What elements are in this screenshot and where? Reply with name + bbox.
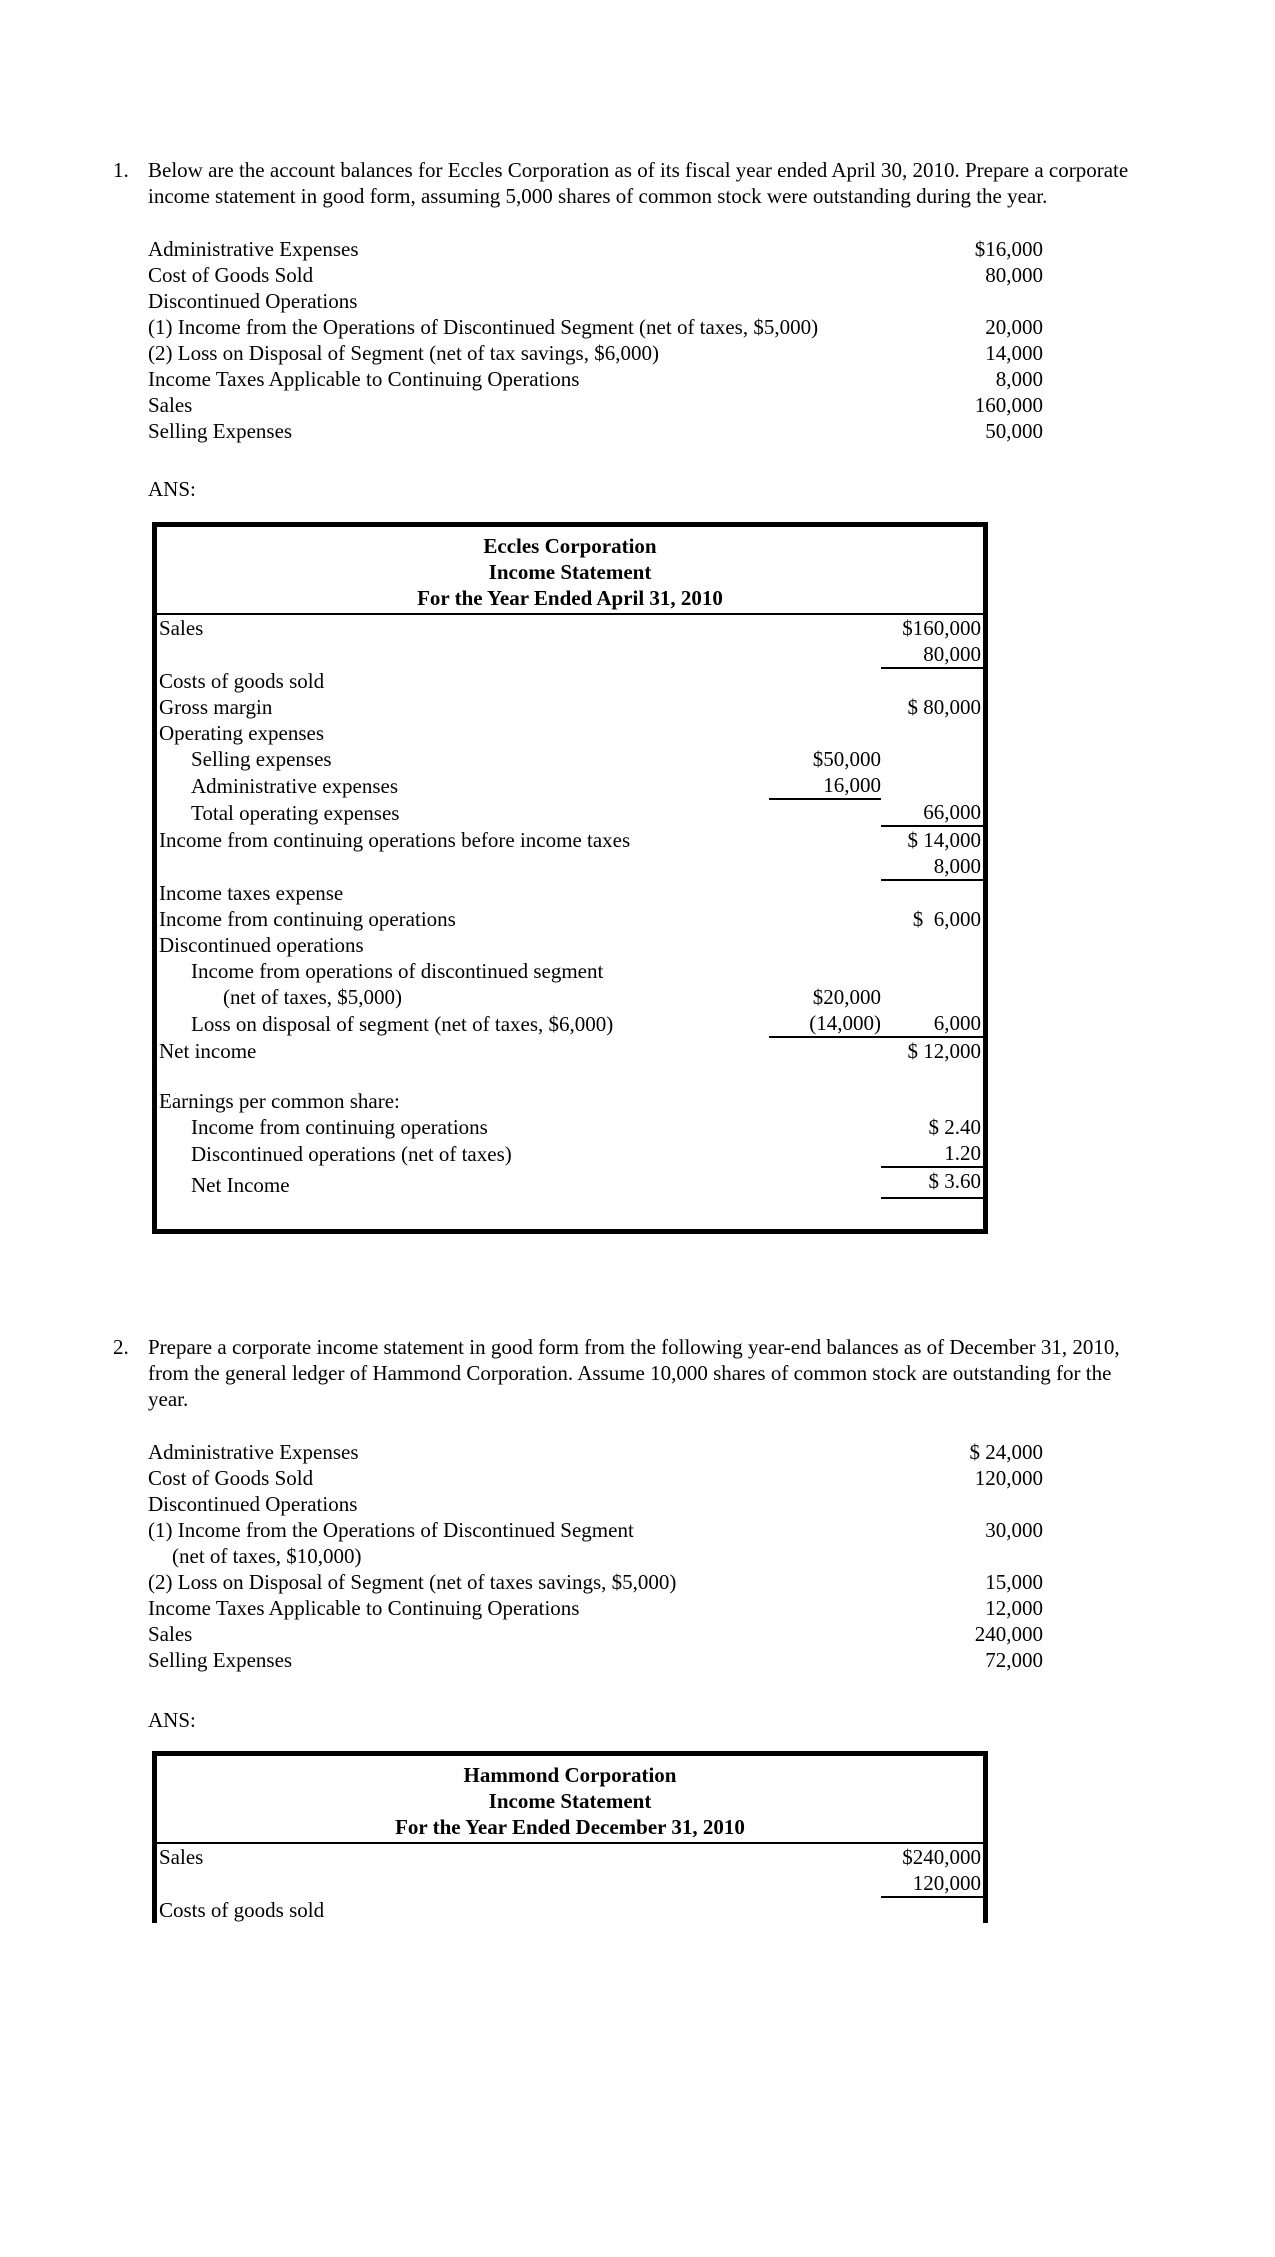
- balance-label: Income Taxes Applicable to Continuing Operations: [148, 1596, 580, 1620]
- statement-row: [157, 932, 983, 958]
- amount-mid: [769, 1037, 881, 1064]
- problem-1: [113, 157, 1275, 209]
- balance-amount: 160,000: [974, 393, 1043, 417]
- balance-row: [148, 392, 1043, 418]
- problem-2-number: 2.: [113, 1335, 129, 1359]
- balance-row: [148, 1491, 1043, 1517]
- balance-label: (1) Income from the Operations of Discontinued Segment (net of taxes, $5,000): [148, 315, 819, 339]
- statement-title: Income Statement: [488, 560, 652, 584]
- amount-mid: [769, 1167, 881, 1198]
- row-label: Income from continuing operations: [159, 907, 456, 931]
- row-label: (net of taxes, $5,000): [223, 985, 403, 1009]
- balance-label: Sales: [148, 1622, 193, 1646]
- statement-row: [157, 958, 983, 984]
- balance-amount: 15,000: [985, 1570, 1043, 1594]
- amount-mid: [769, 1844, 881, 1870]
- balance-row: [148, 1465, 1043, 1491]
- amount-mid: [769, 1897, 881, 1923]
- amount-right: $ 3.60: [881, 1167, 983, 1198]
- amount-right: [881, 958, 983, 984]
- amount-mid: [769, 1114, 881, 1140]
- amount-mid: [769, 1088, 881, 1114]
- amount-mid: [769, 826, 881, 853]
- balance-label: Sales: [148, 393, 193, 417]
- amount-mid: [769, 906, 881, 932]
- statement-company: Eccles Corporation: [483, 534, 657, 558]
- amount-mid: [769, 694, 881, 720]
- amount-right: [881, 984, 983, 1010]
- amount-right: [881, 746, 983, 772]
- balance-label: Administrative Expenses: [148, 1440, 359, 1464]
- amount-right: $240,000: [902, 1845, 981, 1869]
- row-label: Sales: [159, 616, 204, 640]
- balance-label: (2) Loss on Disposal of Segment (net of tax savings, $6,000): [148, 341, 659, 365]
- answer-label-2: ANS:: [148, 1708, 196, 1732]
- amount-mid: [769, 932, 881, 958]
- statement-row: [157, 1088, 983, 1114]
- balance-amount: 14,000: [985, 341, 1043, 365]
- balance-row: [148, 288, 1043, 314]
- statement-table: [157, 1844, 983, 1923]
- balance-row: [148, 1543, 1043, 1569]
- problem-1-text: Below are the account balances for Eccles Corporation as of its fiscal year ended April 30, 2010. Prepare a corporate income statement in good form, assuming 5,000 shares of common stock were outstanding during the year.: [148, 158, 1129, 208]
- row-label: Gross margin: [159, 695, 273, 719]
- problem-2-text: Prepare a corporate income statement in good form from the following year-end balances as of December 31, 2010, from the general ledger of Hammond Corporation. Assume 10,000 shares of common stock are outstanding for the year.: [148, 1335, 1120, 1411]
- balance-label: Administrative Expenses: [148, 237, 359, 261]
- row-label: Administrative expenses: [191, 774, 399, 798]
- amount-mid: [769, 1870, 881, 1897]
- amount-right: 1.20: [881, 1140, 983, 1167]
- balance-amount: 80,000: [985, 263, 1043, 287]
- balance-row: [148, 314, 1043, 340]
- row-label: Discontinued operations: [159, 933, 364, 957]
- answer-label-1: ANS:: [148, 477, 196, 501]
- amount-mid: [769, 720, 881, 746]
- statement-header: [157, 527, 983, 615]
- problem-1-number: 1.: [113, 158, 129, 182]
- statement-row: [157, 1167, 983, 1198]
- row-label: Income from operations of discontinued segment: [191, 959, 604, 983]
- statement-row: [157, 799, 983, 826]
- statement-row: [157, 880, 983, 906]
- statement-row: [157, 1114, 983, 1140]
- amount-right: [881, 880, 983, 906]
- row-label: Net income: [159, 1039, 257, 1063]
- balance-amount: 50,000: [985, 419, 1043, 443]
- row-label: Costs of goods sold: [159, 669, 325, 693]
- amount-mid: [769, 615, 881, 641]
- amount-right: [881, 932, 983, 958]
- document-page: [0, 157, 1275, 2257]
- amount-mid: [769, 958, 881, 984]
- balance-amount: 240,000: [974, 1622, 1043, 1646]
- amount-right: $ 6,000: [912, 907, 981, 931]
- row-label: [157, 853, 769, 880]
- amount-right: [881, 1088, 983, 1114]
- problem-2-balances-list: [148, 1439, 1043, 1673]
- row-label: Operating expenses: [159, 721, 325, 745]
- amount-right: [881, 1897, 983, 1923]
- balance-label: Discontinued Operations: [148, 1492, 358, 1516]
- amount-mid: [769, 799, 881, 826]
- row-label: Income taxes expense: [159, 881, 344, 905]
- statement-company: Hammond Corporation: [463, 1763, 677, 1787]
- balance-amount: 8,000: [995, 367, 1043, 391]
- amount-right: [881, 772, 983, 799]
- statement-title: Income Statement: [488, 1789, 652, 1813]
- statement-row: [157, 746, 983, 772]
- statement-row: [157, 1870, 983, 1897]
- amount-right: 6,000: [881, 1010, 983, 1037]
- balance-row: [148, 262, 1043, 288]
- balance-row: [148, 1595, 1043, 1621]
- balance-label: Income Taxes Applicable to Continuing Operations: [148, 367, 580, 391]
- amount-right: 120,000: [881, 1870, 983, 1897]
- amount-right: $ 80,000: [907, 695, 981, 719]
- statement-row: [157, 826, 983, 853]
- statement-row: [157, 906, 983, 932]
- amount-right: [881, 668, 983, 694]
- spacer-row: [157, 1064, 983, 1088]
- row-label: Total operating expenses: [191, 801, 400, 825]
- row-label: Income from continuing operations: [191, 1115, 488, 1139]
- balance-label: Cost of Goods Sold: [148, 1466, 314, 1490]
- balance-amount: 30,000: [985, 1518, 1043, 1542]
- statement-period: For the Year Ended April 31, 2010: [417, 586, 723, 610]
- spacer-row: [157, 1198, 983, 1229]
- amount-right: $ 14,000: [907, 828, 981, 852]
- amount-right: [881, 720, 983, 746]
- balance-row: [148, 340, 1043, 366]
- income-statement-hammond: [152, 1751, 988, 1923]
- row-label: [157, 641, 769, 668]
- balance-amount: 20,000: [985, 315, 1043, 339]
- problem-1-balances-list: [148, 236, 1043, 444]
- balance-row: [148, 1439, 1043, 1465]
- amount-mid: 16,000: [769, 772, 881, 799]
- row-label: Discontinued operations (net of taxes): [191, 1142, 512, 1166]
- amount-right: $ 12,000: [907, 1039, 981, 1063]
- amount-mid: [769, 880, 881, 906]
- row-label: Loss on disposal of segment (net of taxes, $6,000): [191, 1012, 614, 1036]
- amount-right: 66,000: [881, 799, 983, 826]
- amount-right: 80,000: [881, 641, 983, 668]
- balance-row: [148, 1647, 1043, 1673]
- row-label: Earnings per common share:: [159, 1089, 400, 1113]
- amount-mid: $20,000: [812, 985, 881, 1009]
- balance-row: [148, 366, 1043, 392]
- statement-row: [157, 694, 983, 720]
- income-statement-eccles: [152, 522, 988, 1234]
- balance-label: Discontinued Operations: [148, 289, 358, 313]
- row-label: Selling expenses: [191, 747, 332, 771]
- balance-amount: $16,000: [974, 237, 1043, 261]
- row-label: Net Income: [191, 1173, 290, 1197]
- statement-table: [157, 615, 983, 1229]
- statement-row: [157, 1037, 983, 1064]
- row-label: Costs of goods sold: [159, 1898, 325, 1922]
- statement-header: [157, 1756, 983, 1844]
- balance-label: (2) Loss on Disposal of Segment (net of taxes savings, $5,000): [148, 1570, 677, 1594]
- statement-row: [157, 1140, 983, 1167]
- balance-row: [148, 1517, 1043, 1543]
- balance-amount: $ 24,000: [969, 1440, 1043, 1464]
- row-label: [157, 1870, 769, 1897]
- statement-row: [157, 668, 983, 694]
- amount-right: $160,000: [902, 616, 981, 640]
- statement-row: [157, 1897, 983, 1923]
- amount-mid: [769, 853, 881, 880]
- statement-period: For the Year Ended December 31, 2010: [395, 1815, 745, 1839]
- balance-label: Selling Expenses: [148, 419, 293, 443]
- amount-mid: [769, 668, 881, 694]
- balance-amount: 72,000: [985, 1648, 1043, 1672]
- row-label: Sales: [159, 1845, 204, 1869]
- amount-mid: [769, 641, 881, 668]
- statement-row: [157, 720, 983, 746]
- balance-amount: 120,000: [974, 1466, 1043, 1490]
- balance-row: [148, 418, 1043, 444]
- balance-label: (net of taxes, $10,000): [172, 1544, 362, 1568]
- statement-row: [157, 1010, 983, 1037]
- amount-mid: (14,000): [769, 1010, 881, 1037]
- amount-mid: [769, 1140, 881, 1167]
- amount-right: 8,000: [881, 853, 983, 880]
- balance-row: [148, 1621, 1043, 1647]
- amount-mid: $50,000: [812, 747, 881, 771]
- statement-row: [157, 772, 983, 799]
- statement-row: [157, 615, 983, 641]
- balance-amount: 12,000: [985, 1596, 1043, 1620]
- statement-row: [157, 984, 983, 1010]
- balance-row: [148, 236, 1043, 262]
- statement-row: [157, 853, 983, 880]
- balance-label: Cost of Goods Sold: [148, 263, 314, 287]
- amount-right: $ 2.40: [928, 1115, 981, 1139]
- balance-label: Selling Expenses: [148, 1648, 293, 1672]
- statement-row: [157, 1844, 983, 1870]
- problem-2: [113, 1334, 1275, 1412]
- balance-label: (1) Income from the Operations of Discontinued Segment: [148, 1518, 634, 1542]
- statement-row: [157, 641, 983, 668]
- row-label: Income from continuing operations before income taxes: [159, 828, 631, 852]
- balance-row: [148, 1569, 1043, 1595]
